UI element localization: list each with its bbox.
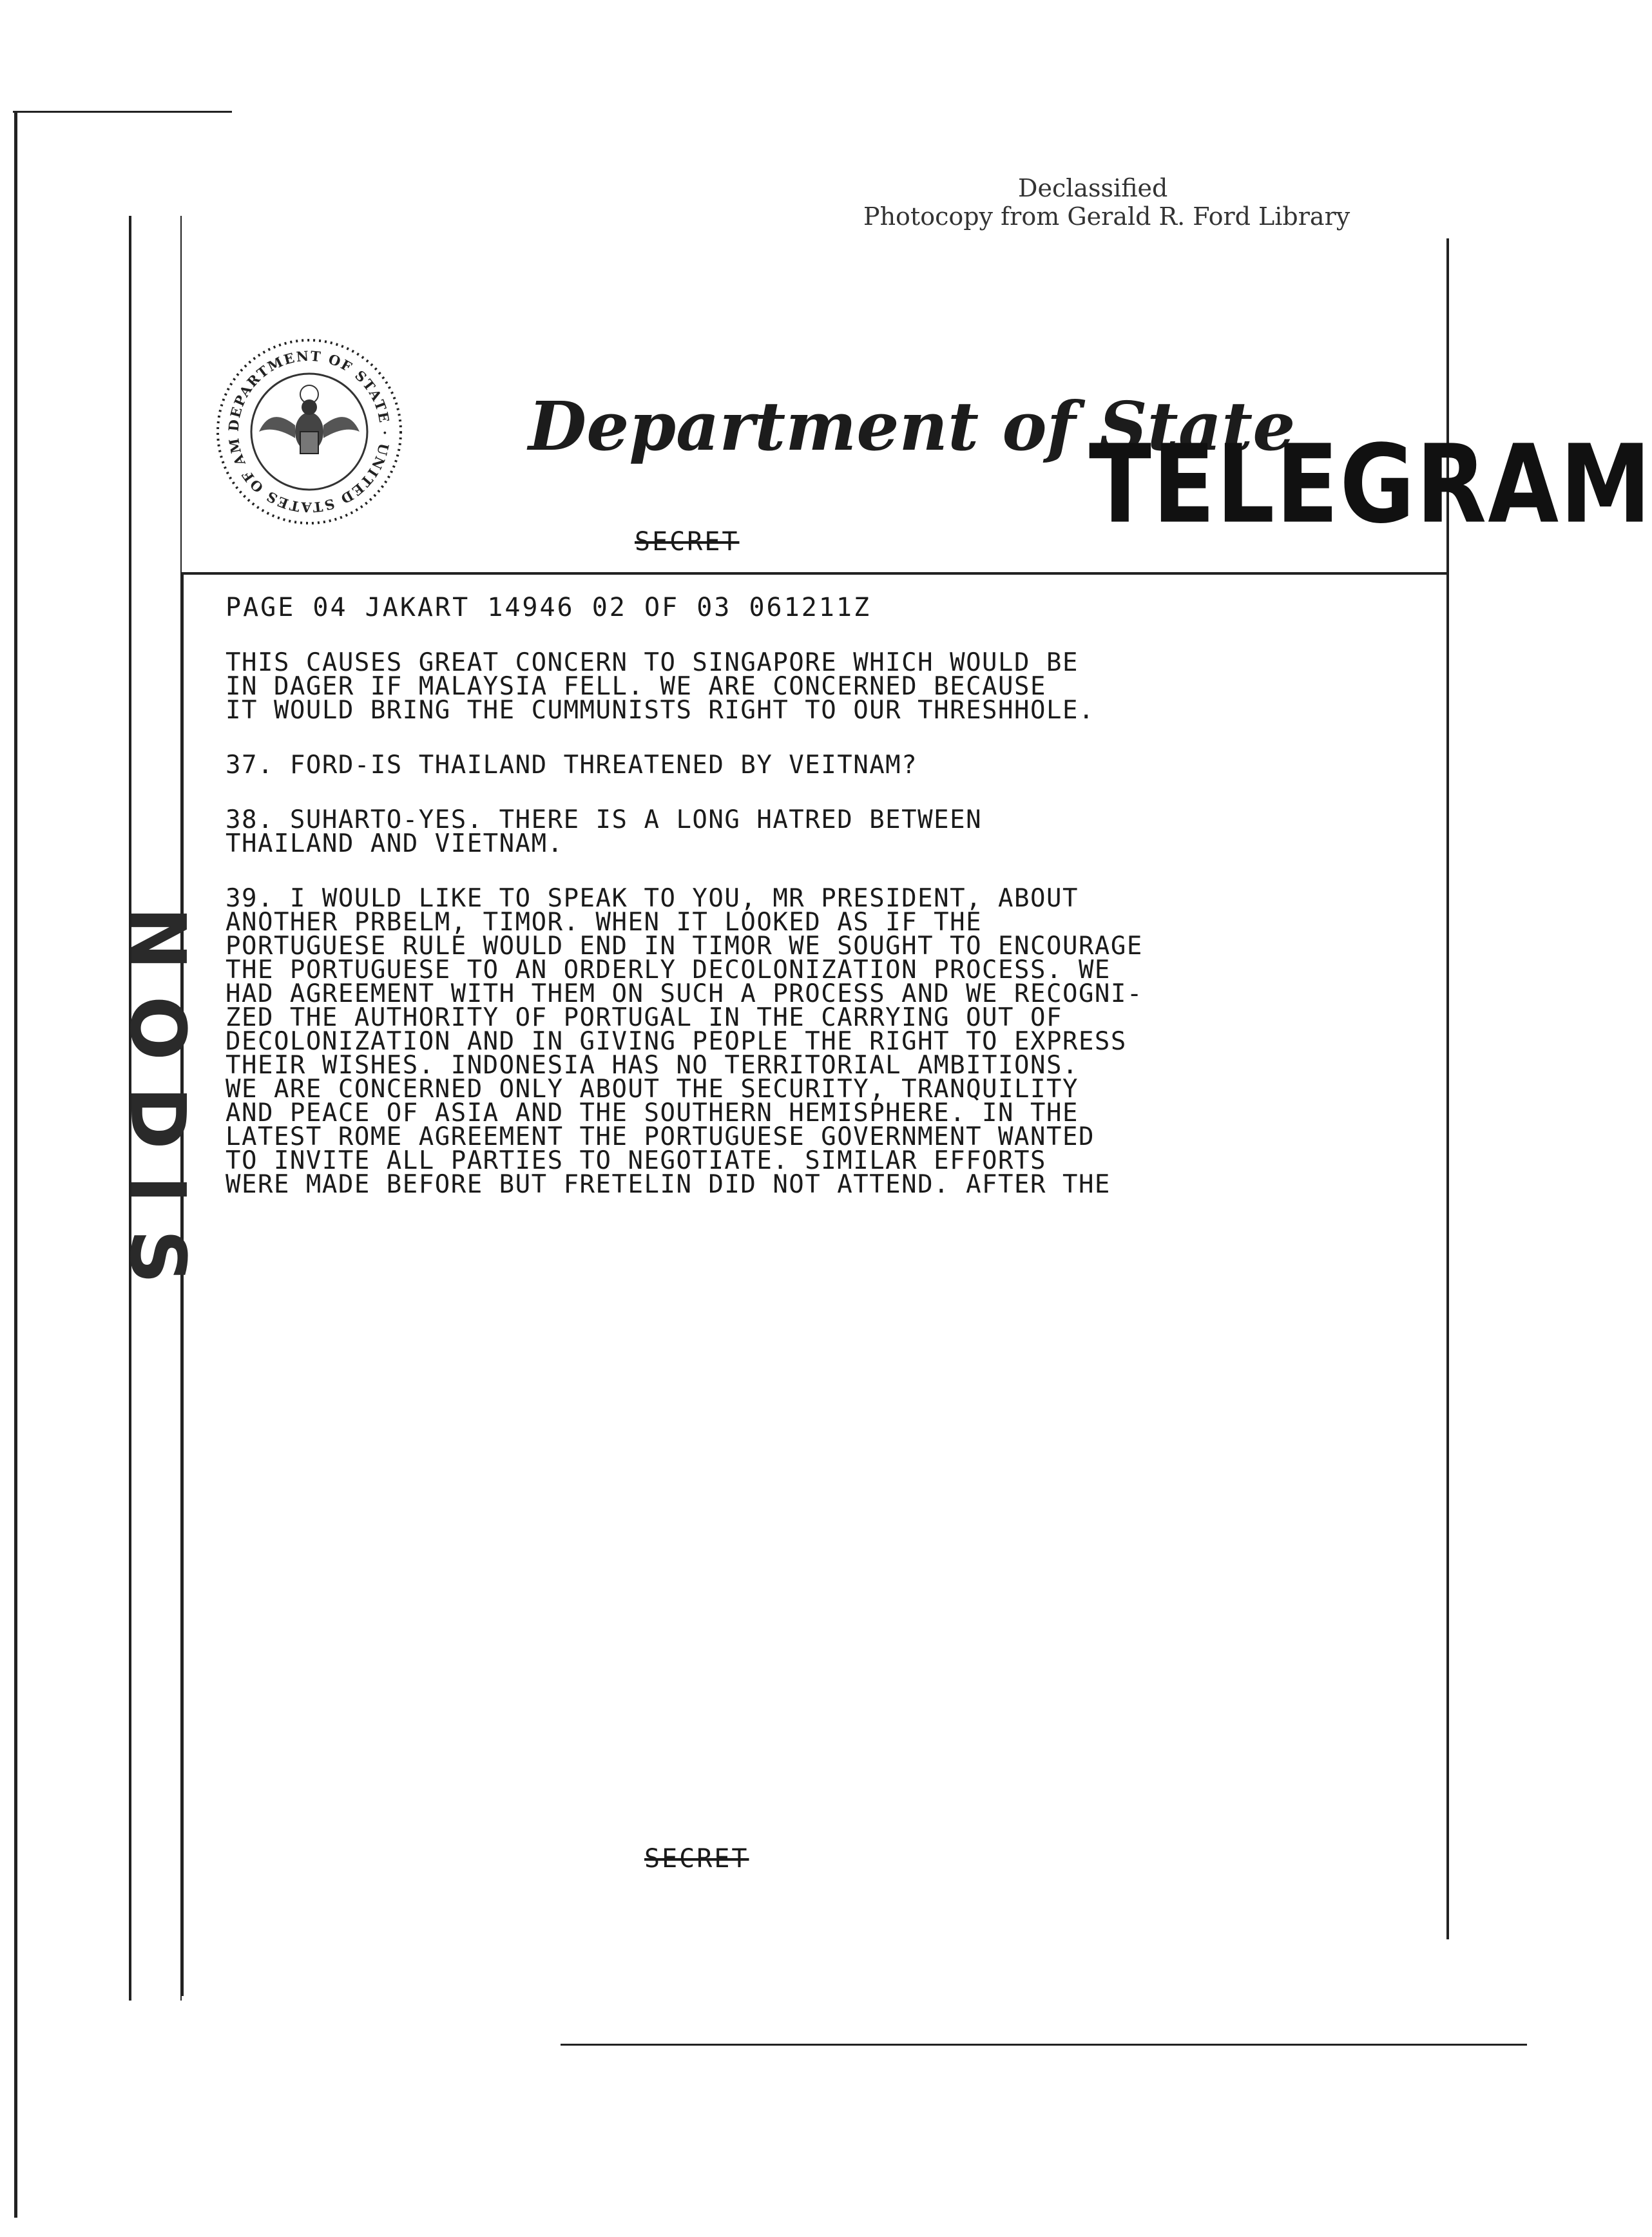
declassified-stamp xyxy=(863,174,1350,231)
classification-footer: SECRET xyxy=(644,1844,749,1874)
message-paragraph: 39. I WOULD LIKE TO SPEAK TO YOU, MR PRESIDENT, ABOUT ANOTHER PRBELM, TIMOR. WHEN IT LOOKED AS IF THE PORTUGUESE RULE WOULD END IN TIMOR WE SOUGHT TO ENCOURAGE THE PORTUGUESE TO AN ORDERLY DECOLONIZATION PROCESS. WE HAD AGREEMENT WITH THEM ON SUCH A PROCESS AND WE RECOGNI- ZED THE AUTHORITY OF PORTUGAL IN THE CARRYING OUT OF DECOLONIZATION AND IN GIVING PEOPLE THE RIGHT TO EXPRESS THEIR WISHES. INDONESIA HAS NO TERRITORIAL AMBITIONS. WE ARE CONCERNED ONLY ABOUT THE SECURITY, TRANQUILITY AND PEACE OF ASIA AND THE SOUTHERN HEMISPHERE. IN THE LATEST ROME AGREEMENT THE PORTUGUESE GOVERNMENT WANTED TO INVITE ALL PARTIES TO NEGOTIATE. SIMILAR EFFORTS WERE MADE BEFORE BUT FRETELIN DID NOT ATTEND. AFTER THE xyxy=(226,884,1143,1199)
message-paragraph: 38. SUHARTO-YES. THERE IS A LONG HATRED BETWEEN THAILAND AND VIETNAM. xyxy=(226,805,983,858)
telegram-title: TELEGRAM xyxy=(1089,422,1652,548)
nodis-side-stamp xyxy=(113,219,202,1997)
photocopy-source-label: Photocopy from Gerald R. Ford Library xyxy=(863,202,1350,231)
page-top-edge xyxy=(13,111,232,113)
page-bottom-edge xyxy=(561,2044,1527,2046)
page-left-edge xyxy=(14,111,17,2218)
message-paragraph: THIS CAUSES GREAT CONCERN TO SINGAPORE WHICH WOULD BE IN DAGER IF MALAYSIA FELL. WE ARE CONCERNED BECAUSE IT WOULD BRING THE CUMMUNISTS RIGHT TO OUR THRESHHOLE. xyxy=(226,648,1095,725)
message-paragraph: 37. FORD-IS THAILAND THREATENED BY VEITNAM? xyxy=(226,751,918,780)
seal-ring-text: DEPARTMENT OF STATE · UNITED STATES OF AM xyxy=(225,347,394,516)
page-reference-line: PAGE 04 JAKART 14946 02 OF 03 061211Z xyxy=(226,593,872,622)
classification-header: SECRET xyxy=(635,527,740,557)
nodis-side-stamp-text: NODIS xyxy=(113,907,202,1310)
department-of-state-seal-icon xyxy=(213,335,406,528)
declassified-label: Declassified xyxy=(1018,174,1168,202)
department-title: Department of State xyxy=(528,387,1296,466)
header-rule xyxy=(182,572,1448,575)
message-body xyxy=(226,648,1269,1227)
